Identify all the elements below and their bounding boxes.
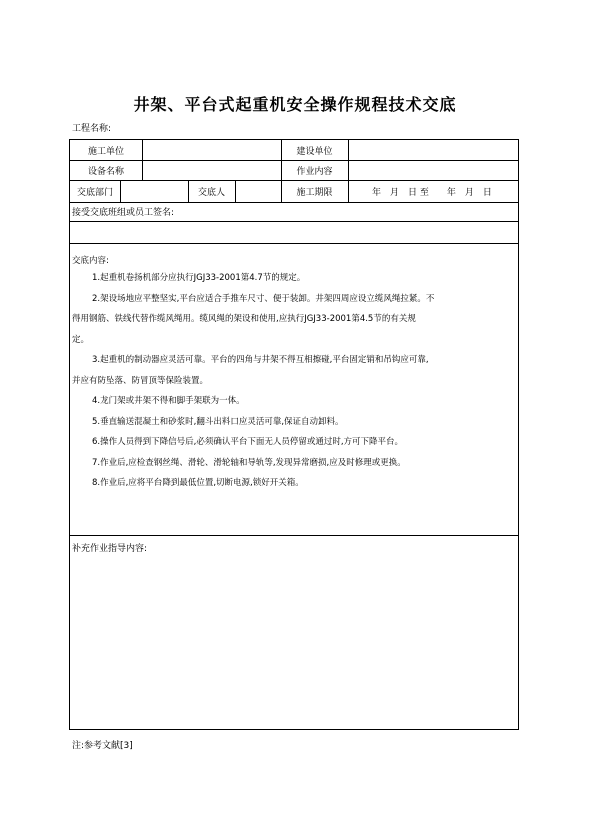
disclosure-form bbox=[69, 139, 519, 730]
row-divider bbox=[70, 160, 518, 161]
construction-unit-value[interactable] bbox=[144, 142, 280, 159]
period-value[interactable]: 年 月 日 至 年 月 日 bbox=[372, 188, 492, 198]
row-divider bbox=[70, 180, 518, 181]
content-item: 7.作业后,应检查钢丝绳、滑轮、滑轮轴和导轨等,发现异常磨损,应及时修理或更换。 bbox=[92, 457, 406, 468]
supplement-field[interactable] bbox=[72, 554, 516, 728]
col-divider bbox=[235, 180, 236, 202]
period-label: 施工期限 bbox=[296, 188, 333, 198]
build-unit-label: 建设单位 bbox=[296, 147, 333, 157]
work-content-value[interactable] bbox=[350, 162, 516, 179]
col-divider bbox=[348, 140, 349, 202]
col-divider bbox=[142, 140, 143, 180]
content-item: 8.作业后,应将平台降到最低位置,切断电源,锁好开关箱。 bbox=[92, 478, 304, 488]
equipment-name-label: 设备名称 bbox=[87, 167, 124, 177]
work-content-label: 作业内容 bbox=[296, 167, 333, 177]
disclosure-content bbox=[72, 254, 516, 494]
row-divider bbox=[70, 202, 518, 203]
content-item: 1.起重机卷扬机部分应执行JGJ33-2001第4.7节的规定。 bbox=[92, 273, 306, 283]
person-value[interactable] bbox=[237, 182, 280, 201]
equipment-name-value[interactable] bbox=[144, 162, 280, 179]
dept-label: 交底部门 bbox=[76, 188, 113, 198]
row-divider bbox=[70, 243, 518, 244]
build-unit-value[interactable] bbox=[350, 142, 516, 159]
dept-value[interactable] bbox=[122, 182, 187, 201]
col-divider bbox=[120, 180, 121, 202]
content-label: 交底内容: bbox=[72, 256, 109, 266]
content-item: 5.垂直输送混凝土和砂浆时,翻斗出料口应灵活可靠,保证自动卸料。 bbox=[92, 416, 344, 427]
project-name-label: 工程名称: bbox=[72, 124, 112, 134]
supplement-label: 补充作业指导内容: bbox=[72, 544, 148, 554]
content-item: 并应有防坠落、防冒顶等保险装置。 bbox=[72, 375, 209, 386]
content-item: 得用钢筋、铁线代替作缆风绳用。缆风绳的架设和使用,应执行JGJ33-2001第4.5节的有关规 bbox=[72, 314, 416, 324]
signature-label: 接受交底班组或员工签名: bbox=[72, 208, 175, 218]
content-item: 3.起重机的制动器应灵活可靠。平台的四角与井架不得互相擦碰,平台固定销和吊钩应可靠, bbox=[92, 355, 429, 365]
reference-note: 注:参考文献[3] bbox=[72, 741, 133, 751]
construction-unit-label: 施工单位 bbox=[87, 147, 124, 157]
content-item: 定。 bbox=[72, 334, 90, 345]
page-title: 井架、平台式起重机安全操作规程技术交底 bbox=[133, 95, 457, 114]
person-label: 交底人 bbox=[197, 188, 225, 198]
content-item: 6.操作人员得到下降信号后,必须确认平台下面无人员停留或通过时,方可下降平台。 bbox=[92, 437, 404, 447]
signature-field[interactable] bbox=[72, 223, 516, 242]
row-divider bbox=[70, 221, 518, 222]
content-item: 4.龙门架或井架不得和脚手架联为一体。 bbox=[92, 396, 245, 406]
row-divider bbox=[70, 535, 518, 536]
content-item: 2.架设场地应平整坚实,平台应适合手推车尺寸、便于装卸。井架四周应设立缆风绳拉紧。不 bbox=[92, 293, 435, 304]
